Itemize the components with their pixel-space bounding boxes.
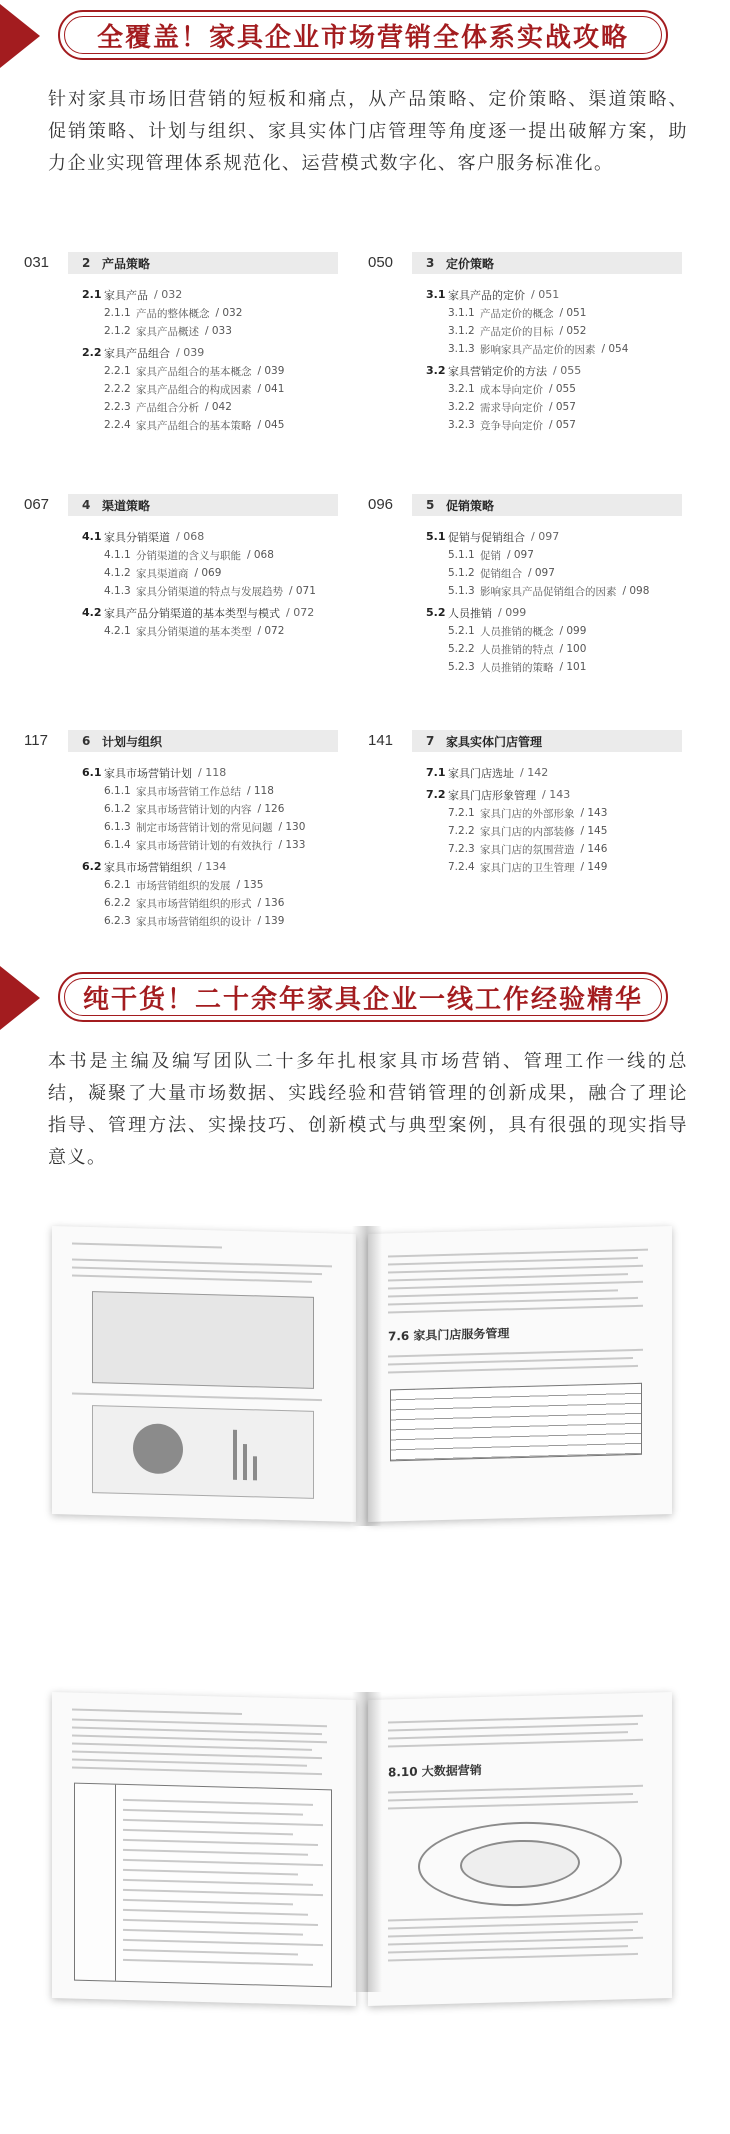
toc-section [24, 763, 364, 782]
toc-subsection [368, 658, 708, 676]
toc-subsection [24, 782, 364, 800]
subsection-page: / 071 [289, 585, 316, 597]
toc-chapter-header [368, 252, 708, 274]
section-title: 家具产品的定价 [448, 288, 525, 302]
toc-subsection [368, 322, 708, 340]
toc-section [368, 361, 708, 380]
section-page: / 134 [198, 860, 227, 873]
subsection-title: 家具市场营销组织的形式 [136, 897, 252, 910]
subsection-page: / 133 [278, 839, 306, 851]
subsection-page: / 136 [257, 897, 285, 909]
subsection-title: 家具市场营销计划的有效执行 [136, 839, 273, 852]
section-number: 7.1 [426, 766, 446, 779]
toc-subsection [24, 322, 364, 340]
screenshot-figure [92, 1291, 314, 1389]
subsection-number: 6.2.1 [104, 879, 131, 891]
subsection-page: / 039 [257, 365, 285, 377]
book-left-page [52, 1692, 356, 2006]
subsection-number: 3.2.2 [448, 401, 475, 413]
subsection-title: 市场营销组织的发展 [136, 879, 231, 892]
banner-triangle-decoration [0, 4, 40, 68]
toc-subsection [24, 800, 364, 818]
toc-subsection [24, 546, 364, 564]
toc-subsection [24, 876, 364, 894]
subsection-number: 6.2.3 [104, 915, 131, 927]
chapter-page-number: 031 [24, 254, 50, 271]
chapter-number: 4 [82, 498, 91, 512]
subsection-title: 人员推销的策略 [480, 661, 554, 674]
section-heading: 7.6 家具门店服务管理 [388, 1326, 510, 1344]
banner-title: 纯干货！二十余年家具企业一线工作经验精华 [82, 984, 643, 1015]
subsection-title: 竞争导向定价 [480, 419, 543, 432]
toc-subsection [24, 582, 364, 600]
subsection-page: / 054 [601, 343, 629, 355]
subsection-page: / 130 [278, 821, 306, 833]
section-title: 促销与促销组合 [448, 530, 525, 544]
toc-subsection [24, 622, 364, 640]
chapter-page-number: 096 [368, 496, 394, 513]
banner-frame [58, 972, 668, 1022]
subsection-page: / 101 [559, 661, 587, 673]
subsection-title: 影响家具产品定价的因素 [480, 343, 596, 356]
banner-title: 全覆盖！家具企业市场营销全体系实战攻略 [96, 22, 629, 53]
subsection-number: 6.2.2 [104, 897, 131, 909]
chapter-title: 定价策略 [446, 257, 495, 271]
subsection-number: 6.1.1 [104, 785, 131, 797]
intro-paragraph: 针对家具市场旧营销的短板和痛点，从产品策略、定价策略、渠道策略、促销策略、计划与组织、家具实体门店管理等角度逐一提出破解方案，助力企业实现管理体系规范化、运营模式数字化、客户服务标准化。 [48, 89, 688, 174]
subsection-page: / 045 [257, 419, 285, 431]
section-page: / 068 [176, 530, 205, 543]
section-page: / 055 [553, 364, 582, 377]
book-spread-photo-2 [52, 1684, 682, 2014]
toc-subsection [24, 416, 364, 434]
subsection-page: / 042 [205, 401, 232, 413]
subsection-number: 5.1.3 [448, 585, 475, 597]
toc-subsection [368, 640, 708, 658]
subsection-title: 家具产品概述 [136, 325, 199, 338]
section-number: 3.1 [426, 288, 446, 301]
chapter-title: 产品策略 [102, 257, 151, 271]
section-title: 家具分销渠道 [104, 530, 170, 544]
toc-subsection [24, 564, 364, 582]
subsection-page: / 051 [559, 307, 587, 319]
subsection-page: / 057 [549, 419, 576, 431]
toc-section [24, 603, 364, 622]
section-page: / 039 [176, 346, 205, 359]
section-page: / 051 [531, 288, 560, 301]
chapter-title: 计划与组织 [102, 735, 163, 749]
section-heading: 8.10 大数据营销 [388, 1763, 482, 1780]
subsection-title: 需求导向定价 [480, 401, 543, 414]
subsection-page: / 069 [194, 567, 222, 579]
subsection-page: / 072 [257, 625, 285, 637]
chapter-page-number: 050 [368, 254, 394, 271]
section-page: / 142 [520, 766, 549, 779]
subsection-title: 家具门店的氛围营造 [480, 843, 575, 856]
toc-chapter-2 [24, 252, 364, 434]
subsection-number: 3.1.3 [448, 343, 475, 355]
subsection-title: 影响家具产品促销组合的因素 [480, 585, 617, 598]
section-number: 3.2 [426, 364, 446, 377]
subsection-number: 5.2.3 [448, 661, 475, 673]
banner-triangle-decoration [0, 966, 40, 1030]
subsection-page: / 145 [580, 825, 608, 837]
subsection-title: 家具产品组合的基本概念 [136, 365, 252, 378]
section-number: 6.2 [82, 860, 102, 873]
toc-section [368, 603, 708, 622]
section-title: 家具产品 [104, 288, 148, 302]
toc-subsection [24, 894, 364, 912]
toc-subsection [24, 304, 364, 322]
subsection-page: / 098 [622, 585, 650, 597]
toc-section [368, 763, 708, 782]
subsection-number: 2.2.4 [104, 419, 131, 431]
chapter-title: 渠道策略 [102, 499, 151, 513]
toc-subsection [368, 840, 708, 858]
toc-subsection [368, 340, 708, 358]
subsection-number: 5.1.2 [448, 567, 475, 579]
subsection-number: 7.2.1 [448, 807, 475, 819]
subsection-title: 家具产品组合的构成因素 [136, 383, 252, 396]
section-page: / 072 [286, 606, 315, 619]
subsection-number: 3.1.1 [448, 307, 475, 319]
subsection-title: 分销渠道的含义与职能 [136, 549, 241, 562]
subsection-page: / 057 [549, 401, 576, 413]
section-page: / 097 [531, 530, 560, 543]
toc-chapter-header [24, 494, 364, 516]
toc-subsection [368, 398, 708, 416]
subsection-page: / 118 [247, 785, 274, 797]
toc-chapter-header [368, 730, 708, 752]
toc-subsection [368, 804, 708, 822]
subsection-title: 家具市场营销计划的内容 [136, 803, 252, 816]
section-title: 家具门店形象管理 [448, 788, 536, 802]
subsection-page: / 052 [559, 325, 587, 337]
subsection-title: 产品组合分析 [136, 401, 199, 414]
subsection-title: 人员推销的特点 [480, 643, 554, 656]
subsection-number: 5.2.1 [448, 625, 475, 637]
subsection-title: 产品定价的目标 [480, 325, 554, 338]
subsection-page: / 126 [257, 803, 285, 815]
toc-subsection [368, 380, 708, 398]
section-number: 2.1 [82, 288, 102, 301]
subsection-number: 6.1.2 [104, 803, 131, 815]
subsection-title: 人员推销的概念 [480, 625, 554, 638]
toc-chapter-6 [24, 730, 364, 930]
toc-section [24, 527, 364, 546]
toc-subsection [24, 818, 364, 836]
chapter-number: 6 [82, 734, 91, 748]
toc-subsection [24, 912, 364, 930]
book-summary-paragraph: 本书是主编及编写团队二十多年扎根家具市场营销、管理工作一线的总结，凝聚了大量市场数据、实践经验和营销管理的创新成果，融合了理论指导、管理方法、实操技巧、创新模式与典型案例，具有很强的现实指导意义。 [48, 1051, 688, 1168]
subsection-page: / 032 [215, 307, 243, 319]
toc-subsection [368, 622, 708, 640]
section-number: 2.2 [82, 346, 102, 359]
section-title: 家具营销定价的方法 [448, 364, 547, 378]
banner-frame [58, 10, 668, 60]
subsection-number: 3.2.1 [448, 383, 475, 395]
subsection-number: 7.2.2 [448, 825, 475, 837]
subsection-number: 4.1.3 [104, 585, 131, 597]
toc-chapter-4 [24, 494, 364, 640]
toc-subsection [24, 398, 364, 416]
subsection-number: 2.2.3 [104, 401, 131, 413]
chapter-number: 2 [82, 256, 91, 270]
chapter-page-number: 067 [24, 496, 50, 513]
section-title: 家具产品组合 [104, 346, 170, 360]
book-spread-photo-1 [52, 1218, 682, 1530]
section-number: 4.2 [82, 606, 102, 619]
subsection-number: 5.1.1 [448, 549, 475, 561]
subsection-page: / 097 [507, 549, 534, 561]
section-title: 家具市场营销组织 [104, 860, 192, 874]
subsection-page: / 146 [580, 843, 608, 855]
toc-subsection [368, 582, 708, 600]
subsection-title: 家具门店的卫生管理 [480, 861, 575, 874]
subsection-title: 制定市场营销计划的常见问题 [136, 821, 273, 834]
subsection-number: 7.2.3 [448, 843, 475, 855]
subsection-page: / 055 [549, 383, 576, 395]
subsection-number: 4.1.2 [104, 567, 131, 579]
toc-subsection [368, 546, 708, 564]
section-number: 5.2 [426, 606, 446, 619]
toc-subsection [368, 416, 708, 434]
subsection-page: / 099 [559, 625, 587, 637]
subsection-title: 促销组合 [480, 567, 522, 580]
subsection-title: 家具分销渠道的基本类型 [136, 625, 252, 638]
subsection-number: 5.2.2 [448, 643, 475, 655]
toc-chapter-3 [368, 252, 708, 434]
subsection-page: / 100 [559, 643, 587, 655]
toc-subsection [24, 836, 364, 854]
pie-chart-figure [92, 1405, 314, 1499]
chapter-page-number: 117 [24, 732, 48, 749]
book-right-page [368, 1226, 672, 1522]
subsection-number: 6.1.4 [104, 839, 131, 851]
toc-subsection [24, 380, 364, 398]
toc-chapter-header [368, 494, 708, 516]
subsection-number: 7.2.4 [448, 861, 475, 873]
toc-section [24, 343, 364, 362]
toc-subsection [368, 858, 708, 876]
subsection-title: 家具分销渠道的特点与发展趋势 [136, 585, 283, 598]
subsection-title: 家具渠道商 [136, 567, 189, 580]
chapter-page-number: 141 [368, 732, 394, 749]
toc-subsection [368, 822, 708, 840]
toc-chapter-7 [368, 730, 708, 876]
ellipse-diagram-figure [418, 1819, 622, 1908]
chapter-title: 促销策略 [446, 499, 495, 513]
subsection-title: 促销 [480, 549, 501, 562]
subsection-title: 家具门店的外部形象 [480, 807, 575, 820]
subsection-page: / 139 [257, 915, 285, 927]
subsection-page: / 143 [580, 807, 608, 819]
section-number: 7.2 [426, 788, 446, 801]
section-number: 4.1 [82, 530, 102, 543]
subsection-number: 2.1.2 [104, 325, 131, 337]
subsection-page: / 068 [247, 549, 274, 561]
toc-section [24, 285, 364, 304]
chapter-title: 家具实体门店管理 [446, 735, 543, 749]
subsection-number: 3.1.2 [448, 325, 475, 337]
subsection-title: 家具门店的内部装修 [480, 825, 575, 838]
toc-subsection [368, 304, 708, 322]
data-table-figure [390, 1383, 642, 1462]
toc-section [368, 785, 708, 804]
subsection-number: 4.1.1 [104, 549, 131, 561]
subsection-number: 2.2.2 [104, 383, 131, 395]
toc-chapter-5 [368, 494, 708, 676]
section-number: 5.1 [426, 530, 446, 543]
section-number: 6.1 [82, 766, 102, 779]
toc-subsection [368, 564, 708, 582]
toc-chapter-header [24, 252, 364, 274]
book-left-page [52, 1226, 356, 1522]
subsection-page: / 033 [205, 325, 232, 337]
subsection-number: 2.2.1 [104, 365, 131, 377]
section-page: / 143 [542, 788, 571, 801]
toc-subsection [24, 362, 364, 380]
subsection-page: / 097 [528, 567, 555, 579]
section-page: / 032 [154, 288, 183, 301]
section-title: 家具市场营销计划 [104, 766, 192, 780]
banner-practical-content [0, 966, 730, 1030]
subsection-page: / 149 [580, 861, 608, 873]
subsection-title: 成本导向定价 [480, 383, 543, 396]
subsection-title: 家具市场营销组织的设计 [136, 915, 252, 928]
subsection-number: 4.2.1 [104, 625, 131, 637]
section-title: 家具产品分销渠道的基本类型与模式 [104, 606, 280, 620]
subsection-page: / 041 [257, 383, 285, 395]
toc-section [368, 285, 708, 304]
subsection-number: 3.2.3 [448, 419, 475, 431]
subsection-number: 2.1.1 [104, 307, 131, 319]
toc-section [24, 857, 364, 876]
chapter-number: 5 [426, 498, 435, 512]
subsection-number: 6.1.3 [104, 821, 131, 833]
subsection-page: / 135 [236, 879, 264, 891]
subsection-title: 产品定价的概念 [480, 307, 554, 320]
assessment-table-figure [74, 1783, 332, 1988]
book-right-page [368, 1692, 672, 2006]
section-page: / 099 [498, 606, 527, 619]
section-title: 人员推销 [448, 606, 492, 620]
section-title: 家具门店选址 [448, 766, 514, 780]
toc-chapter-header [24, 730, 364, 752]
section-page: / 118 [198, 766, 227, 779]
subsection-title: 家具市场营销工作总结 [136, 785, 241, 798]
subsection-title: 产品的整体概念 [136, 307, 210, 320]
chapter-number: 3 [426, 256, 435, 270]
subsection-title: 家具产品组合的基本策略 [136, 419, 252, 432]
toc-section [368, 527, 708, 546]
chapter-number: 7 [426, 734, 435, 748]
banner-full-coverage [0, 4, 730, 68]
